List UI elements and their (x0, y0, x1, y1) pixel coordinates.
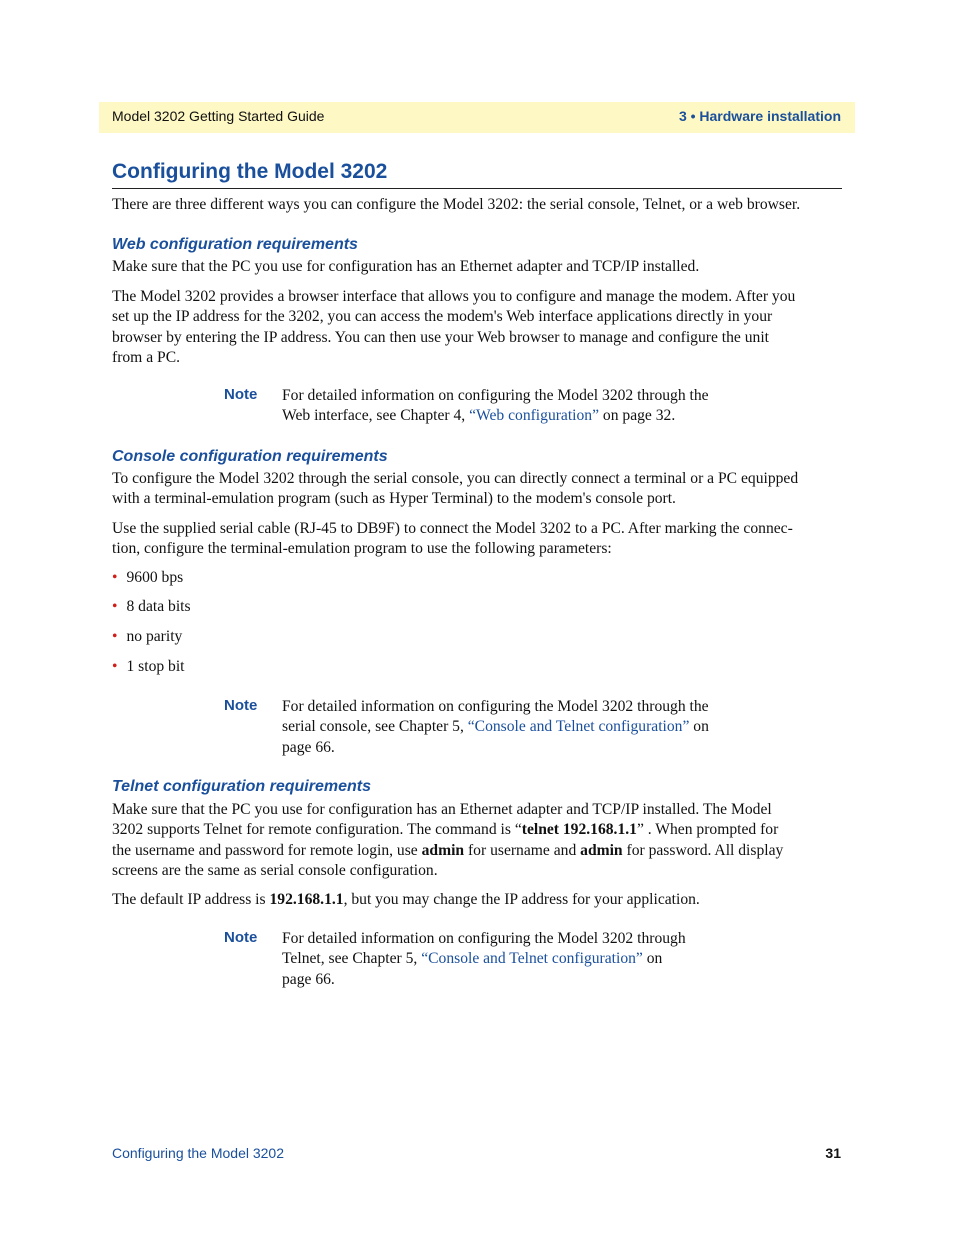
web-note-label: Note (224, 386, 258, 403)
page-number: 31 (825, 1145, 841, 1161)
web-configuration-link[interactable]: “Web configuration” (469, 407, 600, 425)
list-item: • no parity (112, 628, 183, 645)
telnet-note-text: For detailed information on configuring the Model 3202 through Telnet, see Chapter 5, “Console and Telnet configuration” on page 66. (282, 930, 686, 988)
console-config-paragraph-2: Use the supplied serial cable (RJ-45 to DB9F) to connect the Model 3202 to a PC. After marking the connec- tion, configure the terminal-emulation program to use the following parameters: (112, 520, 793, 558)
header-chapter: 3 • Hardware installation (678, 108, 841, 124)
telnet-note-label: Note (224, 929, 258, 946)
intro-paragraph: There are three different ways you can configure the Model 3202: the serial console, Telnet, or a web browser. (112, 196, 801, 213)
web-config-paragraph-1: Make sure that the PC you use for configuration has an Ethernet adapter and TCP/IP installed. (112, 258, 700, 275)
console-telnet-configuration-link[interactable]: “Console and Telnet configuration” (467, 718, 690, 736)
page-title: Configuring the Model 3202 (112, 160, 842, 189)
list-item: • 8 data bits (112, 598, 191, 615)
web-note-text: For detailed information on configuring the Model 3202 through the Web interface, see Chapter 4, “Web configuration” on page 32. (282, 387, 709, 425)
telnet-config-paragraph-1: Make sure that the PC you use for configuration has an Ethernet adapter and TCP/IP installed. The Model 3202 supports Telnet for remote configuration. The command is “telnet 192.168.1.1” . When prompted for the username and password for remote login, use admin for username and admin for password. All display screens are the same as serial console configuration. (112, 801, 784, 879)
console-note-text: For detailed information on configuring the Model 3202 through the serial console, see Chapter 5, “Console and Telnet configuration” on page 66. (282, 698, 709, 756)
web-config-paragraph-2: The Model 3202 provides a browser interface that allows you to configure and manage the modem. After you set up the IP address for the 3202, you can access the modem's Web interface applications directly in your browser by entering the IP address. You can then use your Web browser to manage and configure the unit from a PC. (112, 288, 796, 366)
footer-section-title: Configuring the Model 3202 (112, 1145, 285, 1161)
console-config-paragraph-1: To configure the Model 3202 through the serial console, you can directly connect a terminal or a PC equipped with a terminal-emulation program (such as Hyper Terminal) to the modem's console port. (112, 470, 799, 508)
list-item: • 9600 bps (112, 569, 184, 586)
console-telnet-configuration-link[interactable]: “Console and Telnet configuration” (421, 950, 643, 968)
console-config-heading: Console configuration requirements (112, 448, 388, 465)
telnet-config-heading: Telnet configuration requirements (112, 778, 371, 795)
console-note-label: Note (224, 697, 258, 714)
running-header (99, 102, 855, 133)
list-item: • 1 stop bit (112, 658, 185, 675)
header-guide-title: Model 3202 Getting Started Guide (112, 108, 325, 124)
telnet-config-paragraph-2: The default IP address is 192.168.1.1, but you may change the IP address for your application. (112, 891, 700, 908)
web-config-heading: Web configuration requirements (112, 236, 358, 253)
